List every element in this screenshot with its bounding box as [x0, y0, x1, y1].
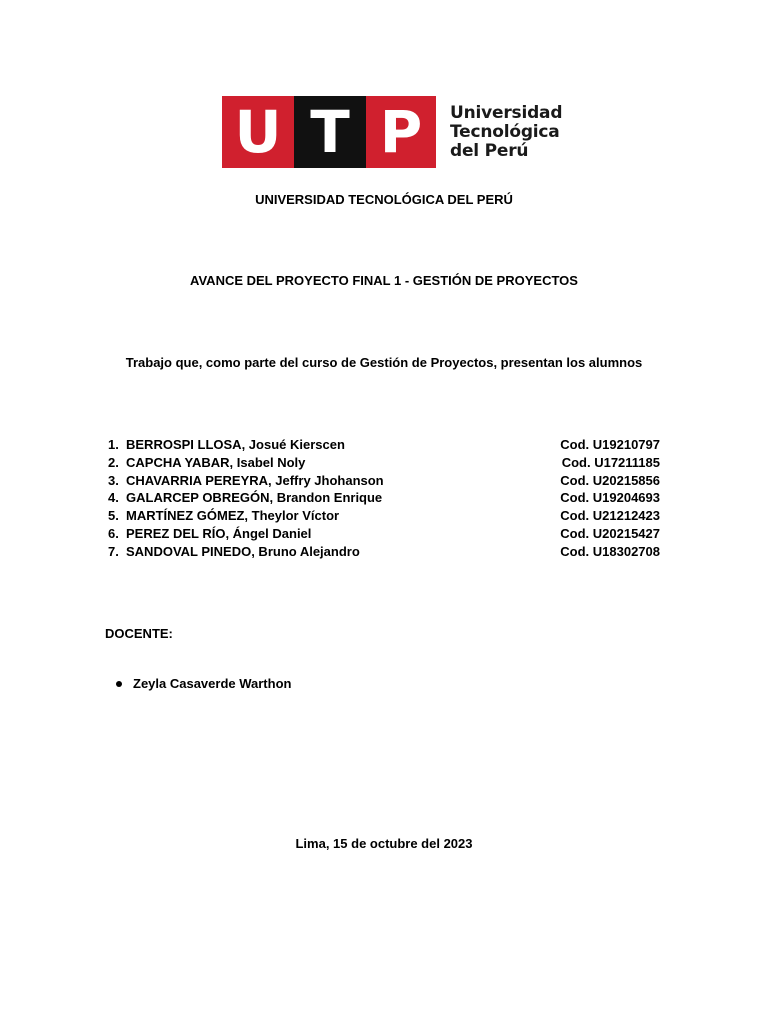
- student-name: CHAVARRIA PEREYRA, Jeffry Jhohanson: [126, 472, 384, 488]
- student-number: 7.: [108, 543, 119, 559]
- student-name: CAPCHA YABAR, Isabel Noly: [126, 454, 306, 470]
- logo-wordmark: [450, 104, 562, 161]
- student-code: Cod. U21212423: [560, 508, 660, 524]
- student-number: 2.: [108, 454, 119, 470]
- student-entry: [108, 454, 305, 472]
- student-entry: [108, 507, 339, 525]
- logo-letter-t: T: [294, 96, 366, 168]
- student-row: [108, 489, 660, 507]
- student-number: 1.: [108, 437, 119, 452]
- logo-wordmark-line-1: Universidad: [450, 102, 563, 123]
- student-row: [108, 454, 660, 472]
- logo-letter-u: U: [222, 96, 294, 168]
- docente-label: DOCENTE:: [105, 626, 173, 641]
- student-entry: [108, 543, 360, 561]
- student-name: MARTÍNEZ GÓMEZ, Theylor Víctor: [126, 508, 340, 524]
- utp-logo-block: [222, 96, 436, 168]
- student-code: Cod. U20215856: [560, 472, 660, 488]
- project-title: AVANCE DEL PROYECTO FINAL 1 - GESTIÓN DE PROYECTOS: [190, 273, 578, 288]
- student-name: PEREZ DEL RÍO, Ángel Daniel: [126, 525, 312, 541]
- student-number: 6.: [108, 525, 119, 541]
- student-entry: [108, 489, 382, 507]
- student-name: SANDOVAL PINEDO, Bruno Alejandro: [126, 543, 360, 559]
- teacher-item: [116, 676, 291, 691]
- student-code: Cod. U20215427: [560, 525, 660, 541]
- student-row: [108, 525, 660, 543]
- student-code: Cod. U19204693: [560, 490, 660, 506]
- student-number: 3.: [108, 472, 119, 488]
- logo-letter-p: P: [366, 96, 436, 168]
- student-number: 4.: [108, 490, 119, 506]
- student-number: 5.: [108, 508, 119, 524]
- intro-text: Trabajo que, como parte del curso de Gestión de Proyectos, presentan los alumnos: [125, 355, 643, 370]
- student-row: [108, 436, 660, 454]
- student-row: [108, 543, 660, 561]
- logo-wordmark-line-3: del Perú: [450, 140, 529, 161]
- teacher-name: Zeyla Casaverde Warthon: [133, 676, 292, 691]
- student-code: Cod. U19210797: [560, 437, 660, 452]
- student-row: [108, 507, 660, 525]
- student-name: GALARCEP OBREGÓN, Brandon Enrique: [126, 490, 383, 506]
- student-row: [108, 472, 660, 490]
- student-list: [108, 436, 660, 561]
- student-entry: [108, 472, 384, 490]
- student-code: Cod. U17211185: [561, 454, 660, 470]
- student-name: BERROSPI LLOSA, Josué Kierscen: [126, 437, 345, 452]
- utp-logo: [222, 96, 562, 168]
- logo-wordmark-line-2: Tecnológica: [450, 121, 560, 142]
- university-title: UNIVERSIDAD TECNOLÓGICA DEL PERÚ: [255, 192, 513, 207]
- student-entry: [108, 525, 311, 543]
- student-entry: [108, 436, 345, 454]
- student-code: Cod. U18302708: [560, 543, 660, 559]
- bullet-icon: [116, 681, 122, 687]
- date-text: Lima, 15 de octubre del 2023: [295, 836, 473, 851]
